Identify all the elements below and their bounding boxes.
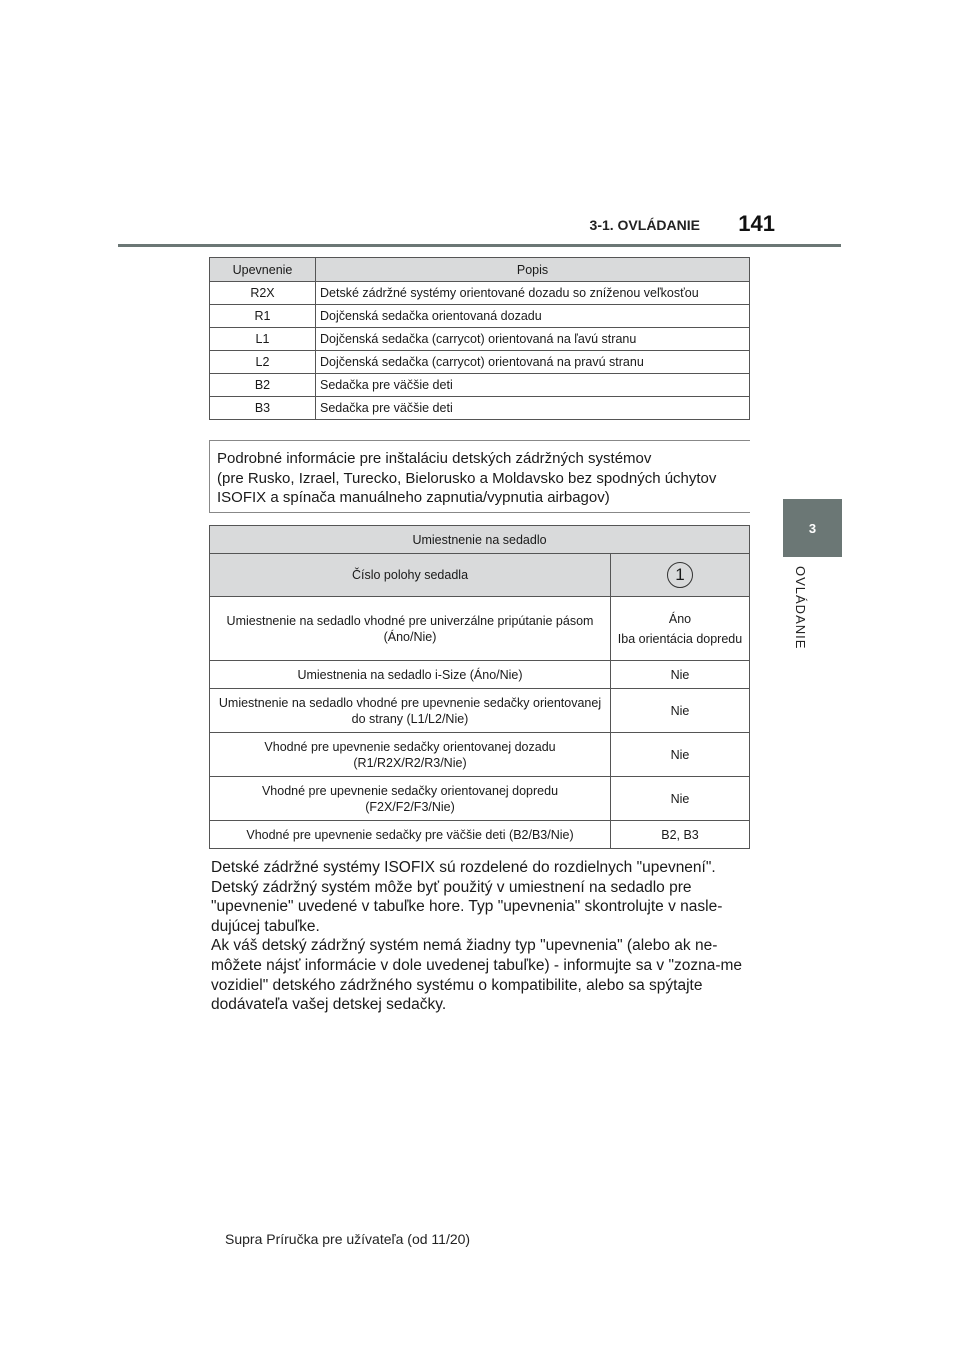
info-border-left (209, 440, 210, 512)
row-value-line: Áno (668, 611, 692, 626)
page-number: 141 (738, 211, 775, 236)
row-label: Umiestnenia na sedadlo i-Size (Áno/Nie) (210, 661, 611, 689)
fixture-description: Sedačka pre väčšie deti (316, 397, 750, 420)
table-row (210, 597, 750, 661)
table-row (210, 328, 750, 351)
table-row (210, 374, 750, 397)
table-row (210, 689, 750, 733)
info-line: (pre Rusko, Izrael, Turecko, Bielorusko a Moldavsko bez spodných úchytov (217, 469, 717, 487)
fixture-code: B3 (210, 397, 316, 420)
table-row (210, 661, 750, 689)
fixture-code: R1 (210, 305, 316, 328)
row-label: Vhodné pre upevnenie sedačky pre väčšie deti (B2/B3/Nie) (210, 821, 611, 849)
table-header-row (210, 258, 750, 282)
footer-text: Supra Príručka pre užívateľa (od 11/20) (225, 1231, 471, 1247)
fixture-description: Dojčenská sedačka orientovaná dozadu (316, 305, 750, 328)
fixture-table (209, 257, 750, 420)
fixture-code: R2X (210, 282, 316, 305)
seat-number-cell (611, 554, 750, 597)
seat-position-table (209, 525, 750, 849)
table-row (210, 282, 750, 305)
body-paragraph: Ak váš detský zádržný systém nemá žiadny typ "upevnenia" (alebo ak ne-môžete nájsť informácie v dole uvedenej tabuľke) - informujte sa v "zozna-me vozidiel" detského zádržného systému o kompatibilite, alebo sa spýtajte dodávateľa vašej detskej sedačky. (211, 937, 743, 1014)
table-row (210, 733, 750, 777)
seat-number-label: Číslo polohy sedadla (210, 554, 611, 597)
table-row (210, 821, 750, 849)
info-line: ISOFIX a spínača manuálneho zapnutia/vypnutia airbagov) (217, 489, 610, 506)
section-title: 3-1. OVLÁDANIE (589, 217, 700, 233)
table-title-row (210, 526, 750, 554)
fixture-description: Dojčenská sedačka (carrycot) orientovaná na ľavú stranu (316, 328, 750, 351)
table-row (210, 351, 750, 374)
table-row (210, 305, 750, 328)
row-value: Nie (611, 661, 750, 689)
chapter-label: OVLÁDANIE (793, 566, 808, 650)
row-value: B2, B3 (611, 821, 750, 849)
row-label: Umiestnenie na sedadlo vhodné pre univerzálne pripútanie pásom (Áno/Nie) (210, 597, 611, 661)
column-header: Upevnenie (210, 258, 316, 282)
seat-number-row (210, 554, 750, 597)
row-label: Vhodné pre upevnenie sedačky orientovanej dozadu (R1/R2X/R2/R3/Nie) (210, 733, 611, 777)
info-heading (217, 449, 752, 508)
info-border-bottom (209, 512, 750, 513)
seat-number-badge: 1 (667, 562, 693, 588)
column-header: Popis (316, 258, 750, 282)
row-value (611, 597, 750, 661)
fixture-description: Detské zádržné systémy orientované dozadu so zníženou veľkosťou (316, 282, 750, 305)
chapter-tab: 3 (783, 499, 842, 557)
fixture-code: B2 (210, 374, 316, 397)
row-label: Umiestnenie na sedadlo vhodné pre upevnenie sedačky orientovanej do strany (L1/L2/Nie) (210, 689, 611, 733)
fixture-code: L1 (210, 328, 316, 351)
body-text (211, 858, 756, 1015)
header-divider (118, 244, 841, 247)
body-paragraph: Detské zádržné systémy ISOFIX sú rozdelené do rozdielnych "upevnení". Detský zádržný systém môže byť použitý v umiestnení na sedadlo pre "upevnenie" uvedené v tabuľke hore. Typ "upevnenia" skontrolujte v nasle-dujúcej tabuľke. (211, 859, 723, 935)
table-row (210, 777, 750, 821)
table-title: Umiestnenie na sedadlo (210, 526, 750, 554)
info-line: Podrobné informácie pre inštaláciu detských zádržných systémov (217, 450, 652, 467)
row-value: Nie (611, 777, 750, 821)
info-border-top (209, 440, 750, 441)
fixture-description: Sedačka pre väčšie deti (316, 374, 750, 397)
fixture-code: L2 (210, 351, 316, 374)
row-label: Vhodné pre upevnenie sedačky orientovanej dopredu (F2X/F2/F3/Nie) (210, 777, 611, 821)
fixture-description: Dojčenská sedačka (carrycot) orientovaná na pravú stranu (316, 351, 750, 374)
table-row (210, 397, 750, 420)
row-value: Nie (611, 733, 750, 777)
row-value: Nie (611, 689, 750, 733)
row-value-line: Iba orientácia dopredu (617, 631, 743, 646)
